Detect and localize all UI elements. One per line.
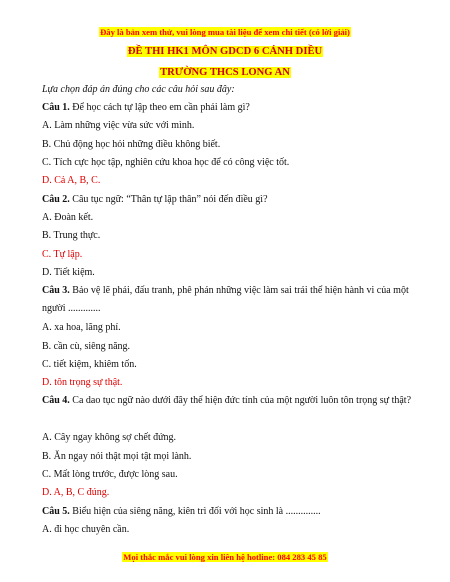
q3-option-c: C. tiết kiệm, khiêm tốn. — [42, 359, 137, 370]
q1-option-d-answer: D. Cả A, B, C. — [42, 175, 101, 186]
q3-option-b: B. cần cù, siêng năng. — [42, 341, 131, 352]
question-4: Câu 4. Ca dao tục ngữ nào dưới đây thể hiện đức tính của một người luôn tôn trọng sự thật? — [42, 395, 412, 406]
q5-option-a: A. đi học chuyên cần. — [42, 524, 130, 535]
q2-option-a: A. Đoàn kết. — [42, 212, 94, 223]
q2-option-d: D. Tiết kiệm. — [42, 267, 95, 278]
q4-option-c: C. Mất lòng trước, được lòng sau. — [42, 469, 178, 480]
q3-option-d-answer: D. tôn trọng sự thật. — [42, 377, 123, 388]
question-5: Câu 5. Biểu hiện của siêng năng, kiên trì đối với học sinh là .............. — [42, 506, 321, 517]
q1-option-c: C. Tích cực học tập, nghiên cứu khoa học để có công việc tốt. — [42, 157, 290, 168]
q2-option-c-answer: C. Tự lập. — [42, 249, 83, 260]
q4-option-b: B. Ăn ngay nói thật mọi tật mọi lành. — [42, 451, 192, 462]
q1-option-b: B. Chủ động học hỏi những điều không biết. — [42, 139, 221, 150]
q1-option-a: A. Làm những việc vừa sức với mình. — [42, 120, 195, 131]
q3-option-a: A. xa hoa, lãng phí. — [42, 322, 121, 333]
instructions: Lựa chọn đáp án đúng cho các câu hỏi sau đây: — [42, 84, 235, 95]
question-2: Câu 2. Câu tục ngữ: “Thân tự lập thân” nói đến điều gì? — [42, 194, 268, 205]
question-3: Câu 3. Bảo vệ lẽ phải, đấu tranh, phê phán những việc làm sai trái thể hiện hành vi của một người ............. — [42, 285, 409, 314]
question-1: Câu 1. Để học cách tự lập theo em cần phải làm gì? — [42, 102, 250, 113]
page-title: ĐỀ THI HK1 MÔN GDCD 6 CÁNH DIỀU — [127, 46, 323, 57]
header-notice: Đây là bản xem thử, vui lòng mua tài liệu để xem chi tiết (có lời giải) — [100, 27, 350, 37]
footer-notice: Mọi thắc mắc vui lòng xin liên hệ hotline: 084 283 45 85 — [123, 552, 327, 562]
q4-option-a: A. Cây ngay không sợ chết đứng. — [42, 432, 177, 443]
q2-option-b: B. Trung thực. — [42, 230, 101, 241]
school-name: TRƯỜNG THCS LONG AN — [160, 67, 290, 78]
q4-option-d-answer: D. A, B, C đúng. — [42, 487, 110, 498]
